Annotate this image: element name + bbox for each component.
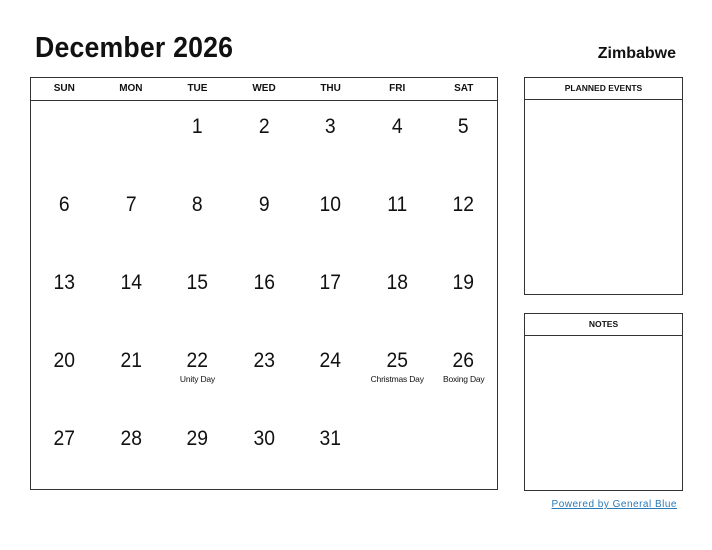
day-cell xyxy=(31,335,98,413)
weekday-tue: TUE xyxy=(187,83,208,94)
weekday-wed: WED xyxy=(252,83,276,94)
day-cell xyxy=(231,257,298,335)
day-cell xyxy=(297,257,364,335)
weekday-mon: MON xyxy=(119,83,143,94)
weekday-sat: SAT xyxy=(454,83,474,94)
day-number: 23 xyxy=(253,349,275,372)
day-cell xyxy=(164,179,231,257)
day-number: 7 xyxy=(125,193,137,216)
day-cell xyxy=(430,179,497,257)
day-cell xyxy=(98,257,165,335)
calendar-week-row xyxy=(31,335,497,413)
day-cell xyxy=(231,179,298,257)
calendar-grid xyxy=(30,77,498,490)
notes-title: NOTES xyxy=(525,314,682,336)
day-cell xyxy=(430,335,497,413)
day-number: 21 xyxy=(120,349,142,372)
weekday-header-row xyxy=(31,78,497,101)
day-cell xyxy=(364,257,431,335)
day-number: 4 xyxy=(391,115,403,138)
day-cell xyxy=(164,413,231,491)
day-number: 12 xyxy=(453,193,475,216)
day-number: 15 xyxy=(186,271,209,294)
day-cell xyxy=(364,179,431,257)
day-number: 6 xyxy=(58,193,70,216)
day-number: 27 xyxy=(53,427,76,450)
day-number: 28 xyxy=(120,427,142,450)
day-cell xyxy=(231,101,298,179)
day-cell xyxy=(164,101,231,179)
day-cell xyxy=(231,413,298,491)
day-number: 9 xyxy=(258,193,270,216)
day-number: 16 xyxy=(253,271,275,294)
day-number: 14 xyxy=(120,271,142,294)
day-cell xyxy=(31,101,98,179)
calendar-week-row xyxy=(31,257,497,335)
day-number: 31 xyxy=(319,427,342,450)
day-cell xyxy=(98,101,165,179)
day-number: 25 xyxy=(386,349,408,372)
country-label: Zimbabwe xyxy=(597,45,676,62)
day-number: 18 xyxy=(386,271,408,294)
calendar-week-row xyxy=(31,179,497,257)
weekday-thu: THU xyxy=(320,83,341,94)
day-number: 24 xyxy=(319,349,342,372)
day-cell xyxy=(430,413,497,491)
notes-panel xyxy=(524,313,683,491)
day-number: 3 xyxy=(325,115,336,138)
day-cell xyxy=(98,335,165,413)
calendar-weeks xyxy=(31,101,497,491)
day-cell xyxy=(430,257,497,335)
holiday-label: Christmas Day xyxy=(370,374,424,384)
powered-by-link[interactable]: Powered by General Blue xyxy=(551,499,677,510)
day-cell xyxy=(430,101,497,179)
day-number: 19 xyxy=(453,271,475,294)
day-cell xyxy=(364,335,431,413)
day-cell xyxy=(364,101,431,179)
day-number: 1 xyxy=(192,115,203,138)
weekday-fri: FRI xyxy=(389,83,406,94)
holiday-label: Unity Day xyxy=(179,374,215,384)
day-cell xyxy=(31,179,98,257)
day-cell xyxy=(297,335,364,413)
day-cell xyxy=(364,413,431,491)
day-number: 26 xyxy=(453,349,475,372)
day-number: 17 xyxy=(319,271,342,294)
day-cell xyxy=(164,335,231,413)
day-cell xyxy=(98,179,165,257)
holiday-label: Boxing Day xyxy=(443,374,485,384)
day-number: 13 xyxy=(53,271,76,294)
day-cell xyxy=(297,413,364,491)
day-number: 11 xyxy=(387,193,408,216)
day-cell xyxy=(98,413,165,491)
day-number: 5 xyxy=(458,115,470,138)
day-cell xyxy=(297,101,364,179)
page-title: December 2026 xyxy=(35,32,234,64)
day-cell xyxy=(31,413,98,491)
day-cell xyxy=(297,179,364,257)
day-cell xyxy=(31,257,98,335)
day-number: 22 xyxy=(186,349,209,372)
planned-events-panel xyxy=(524,77,683,295)
day-number: 29 xyxy=(186,427,209,450)
day-number: 20 xyxy=(53,349,76,372)
day-number: 2 xyxy=(258,115,270,138)
day-number: 10 xyxy=(319,193,342,216)
day-cell xyxy=(164,257,231,335)
weekday-sun: SUN xyxy=(53,83,75,94)
calendar-week-row xyxy=(31,101,497,179)
planned-events-title: PLANNED EVENTS xyxy=(525,78,682,100)
day-number: 8 xyxy=(192,193,203,216)
day-cell xyxy=(231,335,298,413)
calendar-week-row xyxy=(31,413,497,491)
day-number: 30 xyxy=(253,427,275,450)
